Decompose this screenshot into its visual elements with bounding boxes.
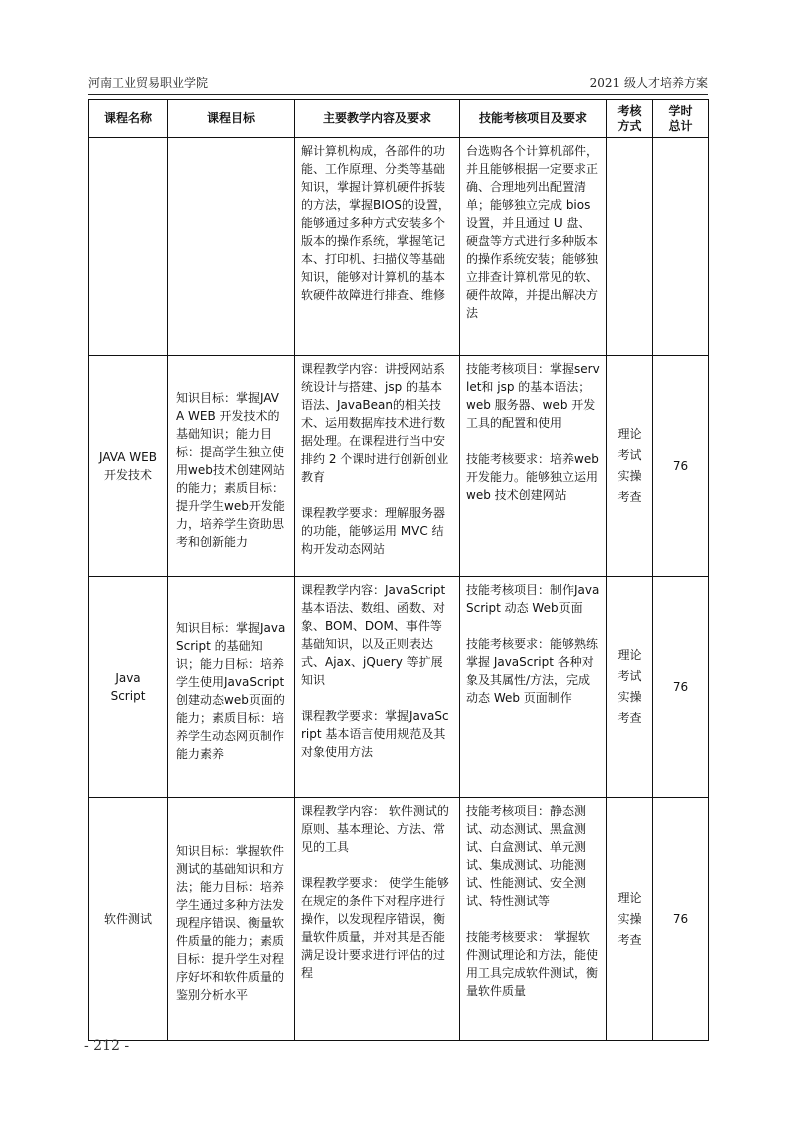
table-row [89,138,709,356]
skill-assessment-paragraph: 技能考核项目：掌握servlet和 jsp 的基本语法；web 服务器、web 开发工具的配置和使用 [466,362,600,430]
course-name: Java Script [110,671,146,703]
course-goals: 知识目标：掌握JAVA WEB 开发技术的基础知识；能力目标：提高学生独立使用web技术创建网站的能力；素质目标：提升学生web开发能力，培养学生资助思考和创新能力 [176,391,285,549]
skill-assessment-cell [460,798,607,1041]
header-teaching-content [295,100,460,138]
total-hours: 76 [672,912,689,926]
skill-assessment-cell [460,356,607,577]
header-rule [88,94,708,95]
skill-assessment-cell [460,138,607,356]
teaching-requirement-paragraph: 课程教学要求：掌握JavaScript 基本语言使用规范及其对象使用方法 [301,709,449,759]
header-course-goals [168,100,295,138]
teaching-content-cell [295,356,460,577]
page-number: - 212 - [84,1038,130,1054]
header-label: 课程目标 [206,111,255,125]
skill-assessment-paragraph: 技能考核项目：制作JavaScript 动态 Web页面 [466,583,600,615]
course-goals-cell [168,138,295,356]
total-hours: 76 [672,459,689,473]
total-hours-cell [653,798,709,1041]
assessment-method-cell [607,138,653,356]
skill-requirement-paragraph: 技能考核要求： 掌握软件测试理论和方法，能使用工具完成软件测试，衡量软件质量 [466,930,599,998]
header-label: 学时 总计 [668,103,693,133]
course-goals-cell [168,577,295,798]
teaching-content-cell [295,577,460,798]
course-name: 软件测试 [103,912,152,926]
curriculum-table-wrapper [88,99,708,1041]
header-label: 课程名称 [103,111,152,125]
total-hours-cell [653,356,709,577]
table-header-row [89,100,709,138]
course-name-cell [89,138,168,356]
course-name: JAVA WEB 开发技术 [99,450,157,482]
page-header [88,72,708,92]
teaching-content-paragraph: 课程教学内容：讲授网站系统设计与搭建、jsp 的基本语法、JavaBean的相关技术、运用数据库技术进行数据处理。在课程进行当中安排约 2 个课时进行创新创业教育 [301,362,449,484]
skill-requirement-paragraph: 技能考核要求：培养web 开发能力。能够独立运用 web 技术创建网站 [466,452,599,502]
course-goals: 知识目标：掌握JavaScript 的基础知识；能力目标：培养学生使用JavaScript 创建动态web页面的能力；素质目标：培养学生动态网页制作能力素养 [176,621,286,761]
header-label: 技能考核项目及要求 [478,111,587,125]
assessment-method-cell [607,356,653,577]
header-institution: 河南工业贸易职业学院 [88,76,209,90]
teaching-requirement-paragraph: 课程教学要求： 使学生能够在规定的条件下对程序进行操作，以发现程序错误，衡量软件质量，并对其是否能满足设计要求进行评估的过程 [301,876,449,980]
skill-assessment-cell [460,577,607,798]
skill-requirement-paragraph: 技能考核要求：能够熟练掌握 JavaScript 各种对象及其属性/方法，完成动态 Web 页面制作 [466,637,599,705]
table-row [89,356,709,577]
header-skill-assessment [460,100,607,138]
curriculum-table [88,99,709,1041]
teaching-content-paragraph: 课程教学内容：JavaScript基本语法、数组、函数、对象、BOM、DOM、事件等基础知识，以及正则表达式、Ajax、jQuery 等扩展知识 [301,583,446,687]
course-name-cell [89,356,168,577]
header-course-name [89,100,168,138]
teaching-content-cell [295,798,460,1041]
header-label: 主要教学内容及要求 [322,111,431,125]
table-row [89,577,709,798]
header-document-title: 2021 级人才培养方案 [589,76,708,90]
header-assessment-method [607,100,653,138]
teaching-content-paragraph: 课程教学内容： 软件测试的原则、基本理论、方法、常见的工具 [301,804,449,854]
teaching-content-paragraph: 解计算机构成，各部件的功能、工作原理、分类等基础知识，掌握计算机硬件拆装的方法，掌握BIOS的设置，能够通过多种方式安装多个版本的操作系统，掌握笔记本、打印机、扫描仪等基础知识，能够对计算机的基本软硬件故障进行排查、维修 [301,144,450,302]
teaching-content-cell [295,138,460,356]
assessment-method: 理论 实操 考查 [617,890,642,947]
course-goals: 知识目标：掌握软件测试的基础知识和方法；能力目标：培养学生通过多种方法发现程序错误、衡量软件质量的能力；素质目标：提升学生对程序好坏和软件质量的鉴别分析水平 [176,844,285,1002]
total-hours-cell [653,138,709,356]
course-goals-cell [168,798,295,1041]
assessment-method: 理论 考试 实操 考查 [617,648,642,725]
assessment-method-cell [607,577,653,798]
header-label: 考核 方式 [617,103,642,133]
header-total-hours [653,100,709,138]
teaching-requirement-paragraph: 课程教学要求：理解服务器的功能，能够运用 MVC 结构开发动态网站 [301,506,446,556]
total-hours-cell [653,577,709,798]
course-name-cell [89,577,168,798]
assessment-method: 理论 考试 实操 考查 [617,427,642,504]
assessment-method-cell [607,798,653,1041]
course-name-cell [89,798,168,1041]
table-row [89,798,709,1041]
course-goals-cell [168,356,295,577]
skill-assessment-paragraph: 台选购各个计算机部件，并且能够根据一定要求正确、合理地列出配置清单；能够独立完成 bios 设置，并且通过 U 盘、硬盘等方式进行多种版本的操作系统安装；能够独立排查计算机常见的软、硬件故障，并提出解决方法 [466,144,599,320]
skill-assessment-paragraph: 技能考核项目：静态测试、动态测试、黑盒测试、白盒测试、单元测试、集成测试、功能测试、性能测试、安全测试、特性测试等 [466,804,587,908]
total-hours: 76 [672,680,689,694]
